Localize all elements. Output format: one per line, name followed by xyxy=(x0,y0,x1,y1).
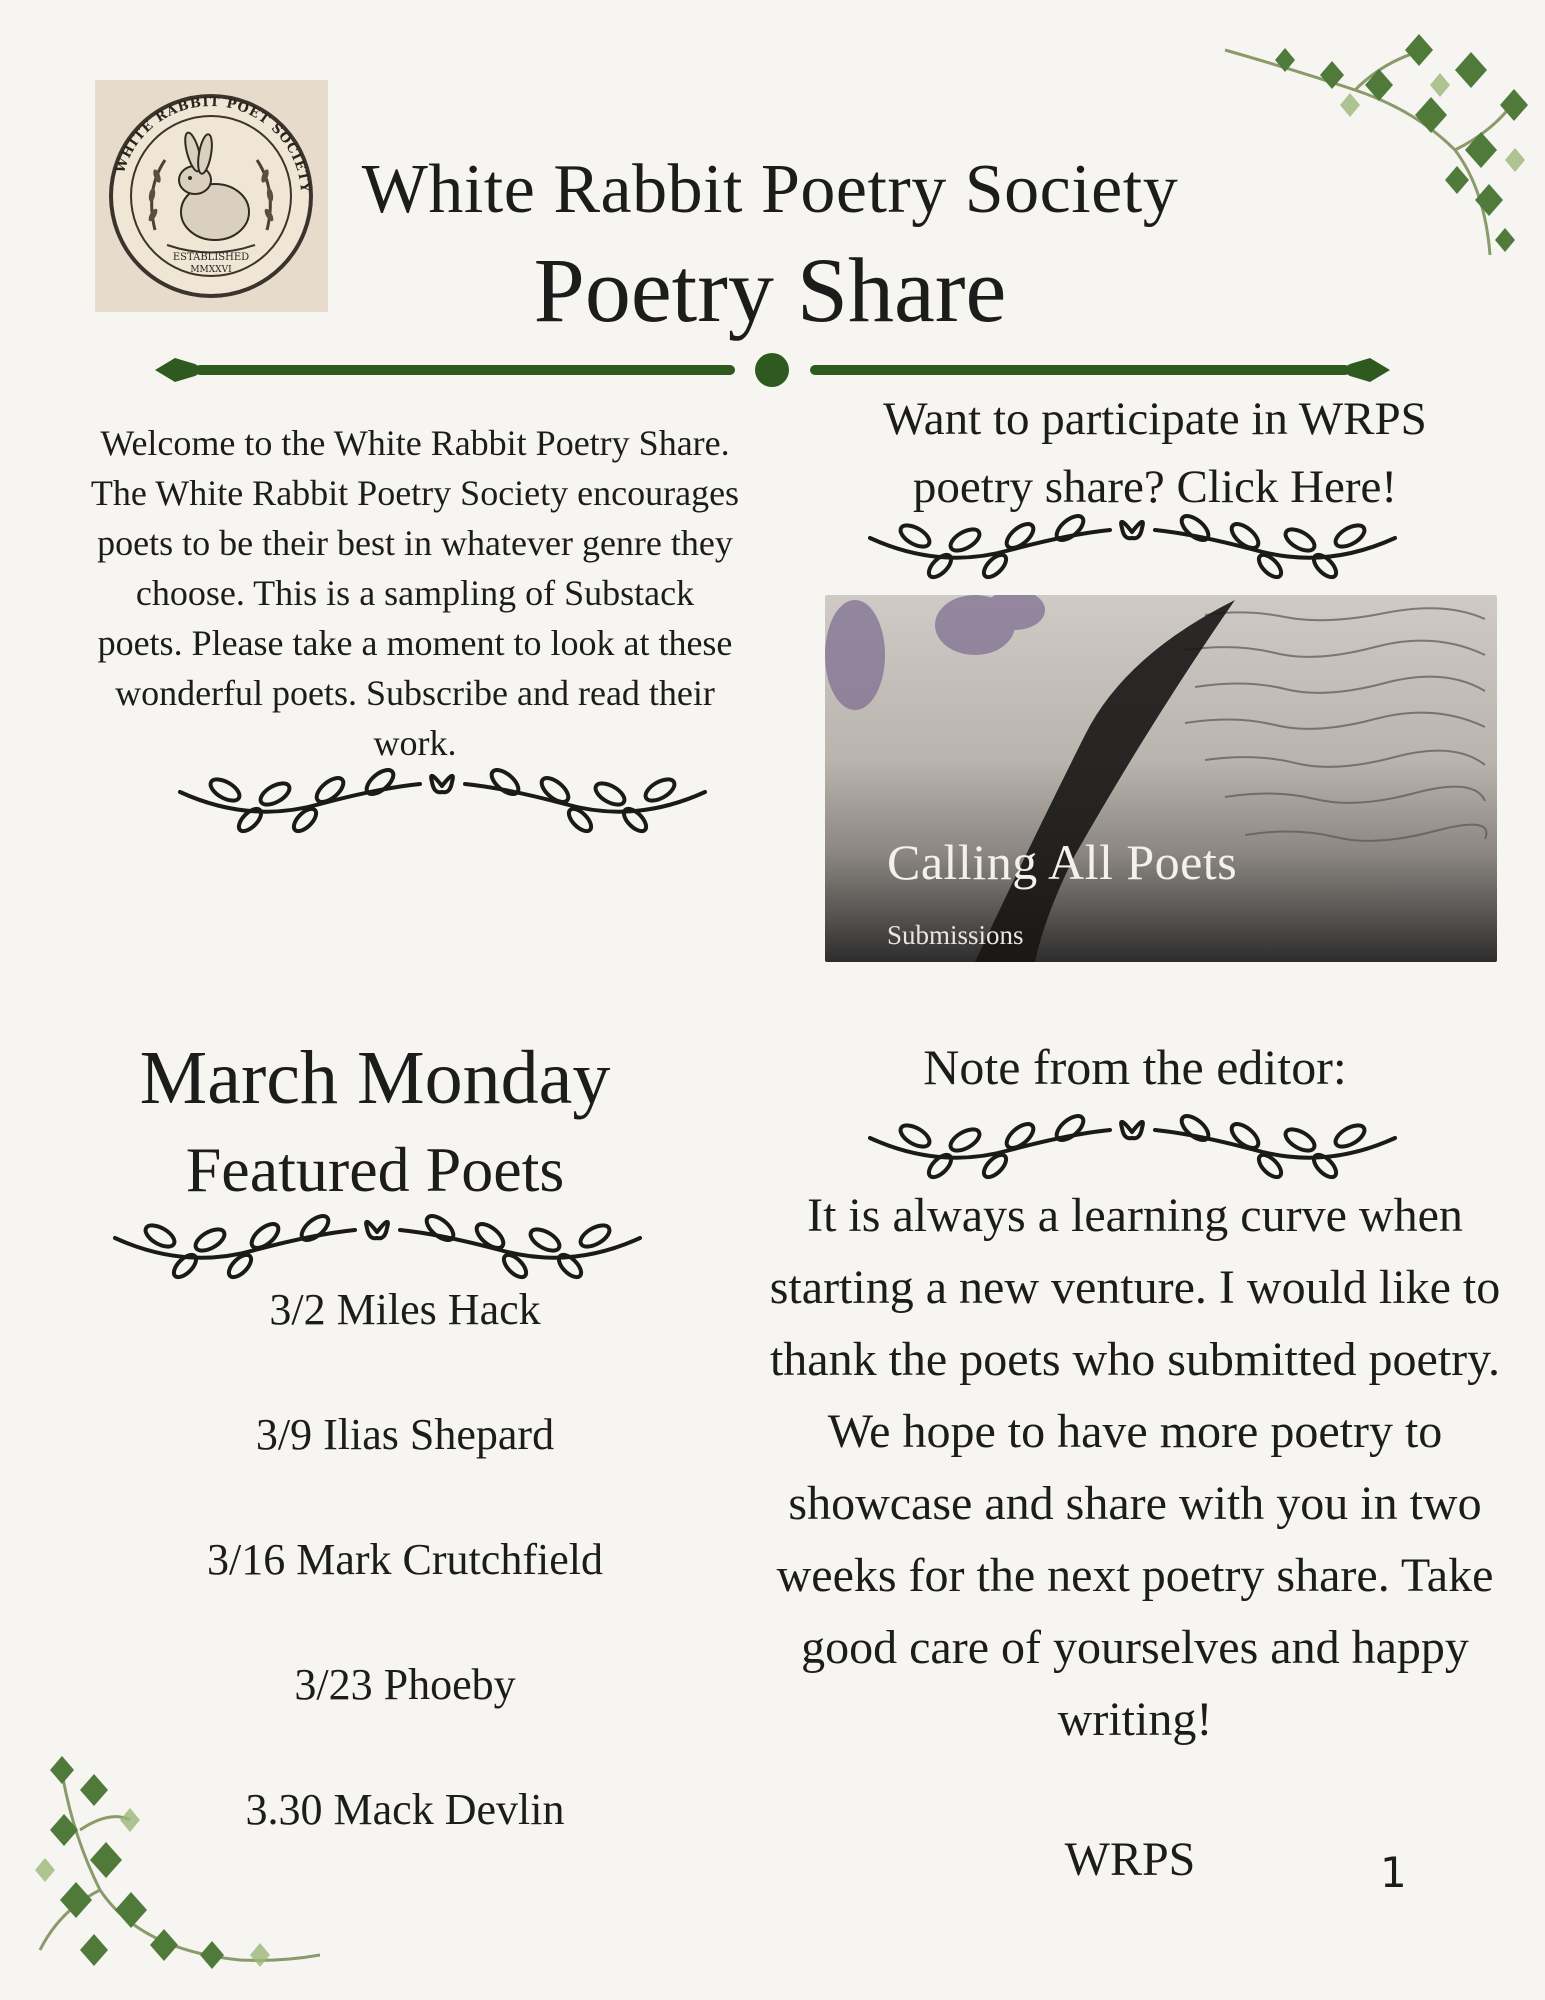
featured-heading-line2: Featured Poets xyxy=(185,1134,565,1205)
society-logo xyxy=(95,80,328,312)
intro-paragraph: Welcome to the White Rabbit Poetry Share. The White Rabbit Poetry Society encourages poets to be their best in whatever genre they choose. This is a sampling of Substack poets. Please take a moment to look at these wonderful poets. Subscribe and read their work. xyxy=(90,423,740,763)
main-divider xyxy=(150,350,1395,390)
rabbit-seal-icon xyxy=(95,80,328,312)
ivy-corner-icon xyxy=(1215,30,1545,260)
poet-item[interactable]: 3/23 Phoeby xyxy=(294,1660,516,1709)
participate-link[interactable]: Want to participate in WRPS poetry share? Click Here! xyxy=(883,393,1427,513)
poet-item[interactable]: 3/2 Miles Hack xyxy=(269,1285,541,1334)
calling-card-subtitle: Submissions xyxy=(887,920,1024,950)
page-title: Poetry Share xyxy=(533,239,1007,341)
logo-ring-text: WHITE RABBIT POET SOCIETY xyxy=(113,94,313,194)
leaf-ornament-icon xyxy=(860,1108,1405,1180)
quill-letter-image xyxy=(825,595,1497,962)
poet-item[interactable]: 3/9 Ilias Shepard xyxy=(255,1410,555,1459)
logo-year: MMXXVI xyxy=(190,265,232,275)
page-number: 1 xyxy=(1380,1848,1407,1897)
leaf-ornament-icon xyxy=(105,1208,650,1280)
logo-established: ESTABLISHED xyxy=(172,252,250,263)
ivy-corner-icon xyxy=(20,1750,330,1980)
leaf-ornament-icon xyxy=(860,508,1405,580)
editor-signature: WRPS xyxy=(1064,1833,1196,1886)
leaf-ornament-icon xyxy=(170,762,715,834)
poet-item[interactable]: 3.30 Mack Devlin xyxy=(245,1785,565,1834)
society-name: White Rabbit Poetry Society xyxy=(361,151,1179,228)
calling-all-poets-card[interactable] xyxy=(825,595,1497,962)
poet-item[interactable]: 3/16 Mark Crutchfield xyxy=(207,1535,603,1584)
editor-note-body: It is always a learning curve when starting a new venture. I would like to thank the poets who submitted poetry. We hope to have more poetry to showcase and share with you in two weeks for the next poetry share. Take good care of yourselves and happy writing! xyxy=(769,1189,1501,1746)
calling-card-title: Calling All Poets xyxy=(887,834,1238,890)
editor-note-heading: Note from the editor: xyxy=(923,1039,1347,1095)
featured-heading-line1: March Monday xyxy=(139,1036,611,1120)
